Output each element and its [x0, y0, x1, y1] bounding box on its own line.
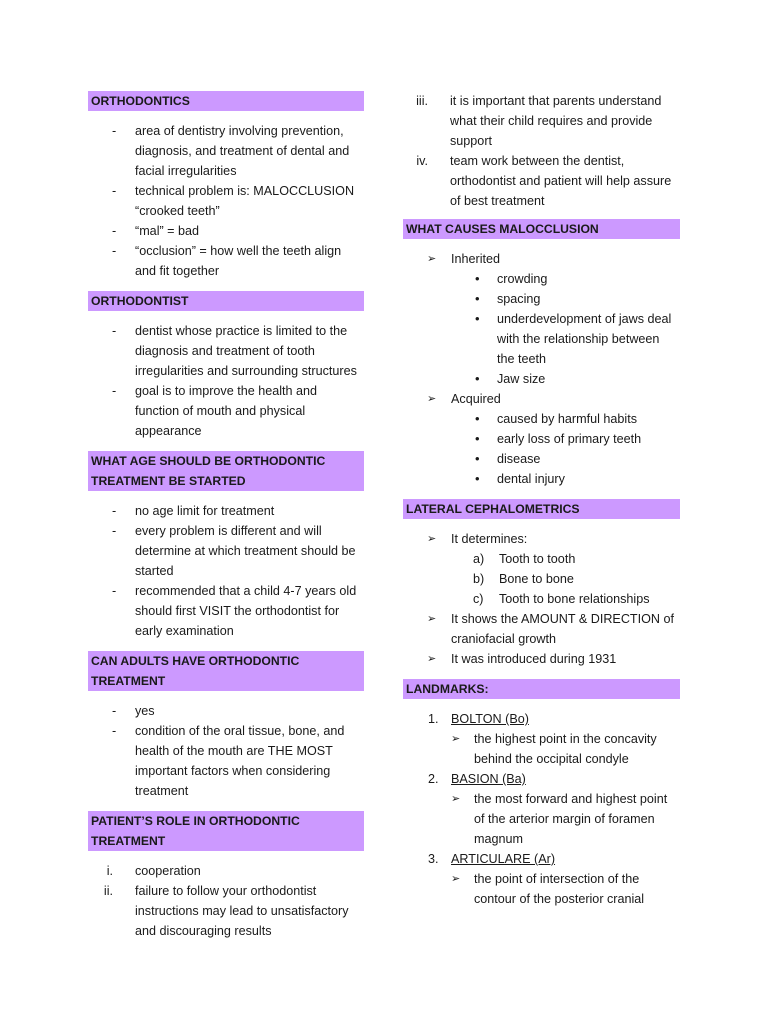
list-item: • caused by harmful habits [403, 409, 680, 429]
age-list [88, 501, 364, 641]
section-adults [88, 651, 364, 801]
list-item-shows [403, 609, 680, 649]
list-marker: 2. [428, 772, 439, 786]
list-item: • crowding [403, 269, 680, 289]
inherited-list [403, 269, 680, 389]
landmark-item [403, 849, 680, 869]
list-text: Tooth to bone relationships [499, 592, 650, 606]
list-item: - “mal” = bad [88, 221, 364, 241]
section-age [88, 451, 364, 641]
arrow-bullet-icon: ➢ [427, 393, 437, 405]
list-text: It shows the AMOUNT & DIRECTION of craniofacial growth [451, 612, 675, 646]
section-title-causes: WHAT CAUSES MALOCCLUSION [403, 219, 680, 239]
list-item: - every problem is different and will determine at which treatment should be started [88, 521, 364, 581]
landmark-name: BASION (Ba) [451, 772, 526, 786]
section-orthodontist [88, 291, 364, 441]
list-text: the point of intersection of the contour of the posterior cranial [474, 872, 645, 906]
arrow-bullet-icon: ➢ [427, 653, 437, 665]
list-marker: 3. [428, 852, 439, 866]
list-marker: iii. [416, 94, 428, 108]
list-text: It was introduced during 1931 [451, 652, 617, 666]
adults-list [88, 701, 364, 801]
list-item [403, 569, 680, 589]
list-marker: 1. [428, 712, 439, 726]
section-title-orthodontist: ORTHODONTIST [88, 291, 364, 311]
list-item: - “occlusion” = how well the teeth align and fit together [88, 241, 364, 281]
landmark-description [403, 789, 680, 849]
list-item: • dental injury [403, 469, 680, 489]
acquired-list [403, 409, 680, 489]
list-item-introduced [403, 649, 680, 669]
list-item-determines [403, 529, 680, 549]
left-column [88, 91, 364, 951]
orthodontics-list [88, 121, 364, 281]
list-text: Tooth to tooth [499, 552, 576, 566]
list-item [403, 549, 680, 569]
section-cephalometrics [403, 499, 680, 669]
arrow-bullet-icon: ➢ [427, 613, 437, 625]
landmark-item [403, 709, 680, 729]
list-item: • disease [403, 449, 680, 469]
list-marker: ii. [103, 884, 113, 898]
list-marker: b) [473, 572, 485, 586]
list-text: cooperation [135, 864, 201, 878]
list-item: • Jaw size [403, 369, 680, 389]
list-marker: iv. [416, 154, 428, 168]
section-role [88, 811, 364, 941]
list-item: - recommended that a child 4-7 years old should first VISIT the orthodontist for early examination [88, 581, 364, 641]
list-item [403, 91, 680, 151]
role-list-continued [403, 91, 680, 211]
list-text: the most forward and highest point of the arterior margin of foramen magnum [474, 792, 668, 846]
list-item: - yes [88, 701, 364, 721]
arrow-bullet-icon: ➢ [451, 793, 461, 805]
list-text: Bone to bone [499, 572, 574, 586]
section-title-role: PATIENT’S ROLE IN ORTHODONTIC TREATMENT [88, 811, 364, 851]
list-text: Acquired [451, 392, 501, 406]
arrow-bullet-icon: ➢ [451, 733, 461, 745]
list-item: - goal is to improve the health and function of mouth and physical appearance [88, 381, 364, 441]
landmark-name: ARTICULARE (Ar) [451, 852, 556, 866]
list-text: It determines: [451, 532, 528, 546]
section-title-cephalometrics: LATERAL CEPHALOMETRICS [403, 499, 680, 519]
list-marker: a) [473, 552, 485, 566]
list-marker: i. [106, 864, 113, 878]
list-text: the highest point in the concavity behind the occipital condyle [474, 732, 657, 766]
list-item-acquired [403, 389, 680, 409]
arrow-bullet-icon: ➢ [427, 253, 437, 265]
orthodontist-list [88, 321, 364, 441]
list-item: • spacing [403, 289, 680, 309]
list-text: Inherited [451, 252, 501, 266]
landmark-name: BOLTON (Bo) [451, 712, 529, 726]
arrow-bullet-icon: ➢ [427, 533, 437, 545]
list-item [88, 881, 364, 941]
section-causes [403, 219, 680, 489]
list-item [88, 861, 364, 881]
list-item: • underdevelopment of jaws deal with the relationship between the teeth [403, 309, 680, 369]
list-item: - dentist whose practice is limited to the diagnosis and treatment of tooth irregularities and surrounding structures [88, 321, 364, 381]
list-item [403, 589, 680, 609]
list-item: - condition of the oral tissue, bone, and health of the mouth are THE MOST important factors when considering treatment [88, 721, 364, 801]
list-item: - area of dentistry involving prevention, diagnosis, and treatment of dental and facial irregularities [88, 121, 364, 181]
list-item [403, 151, 680, 211]
list-text: failure to follow your orthodontist instructions may lead to unsatisfactory and discouraging results [135, 884, 349, 938]
section-title-age: WHAT AGE SHOULD BE ORTHODONTIC TREATMENT BE STARTED [88, 451, 364, 491]
arrow-bullet-icon: ➢ [451, 873, 461, 885]
list-item: - technical problem is: MALOCCLUSION “crooked teeth” [88, 181, 364, 221]
list-marker: c) [473, 592, 484, 606]
landmark-description [403, 729, 680, 769]
section-role-continued [403, 91, 680, 211]
list-item: • early loss of primary teeth [403, 429, 680, 449]
landmark-description [403, 869, 680, 909]
section-title-adults: CAN ADULTS HAVE ORTHODONTIC TREATMENT [88, 651, 364, 691]
role-list [88, 861, 364, 941]
list-text: it is important that parents understand what their child requires and provide support [450, 94, 662, 148]
landmarks-list [403, 709, 680, 909]
right-column [403, 91, 680, 919]
list-item-inherited [403, 249, 680, 269]
section-title-orthodontics: ORTHODONTICS [88, 91, 364, 111]
list-text: team work between the dentist, orthodontist and patient will help assure of best treatment [450, 154, 672, 208]
section-landmarks [403, 679, 680, 909]
section-orthodontics [88, 91, 364, 281]
section-title-landmarks: LANDMARKS: [403, 679, 680, 699]
determines-list [403, 549, 680, 609]
landmark-item [403, 769, 680, 789]
list-item: - no age limit for treatment [88, 501, 364, 521]
